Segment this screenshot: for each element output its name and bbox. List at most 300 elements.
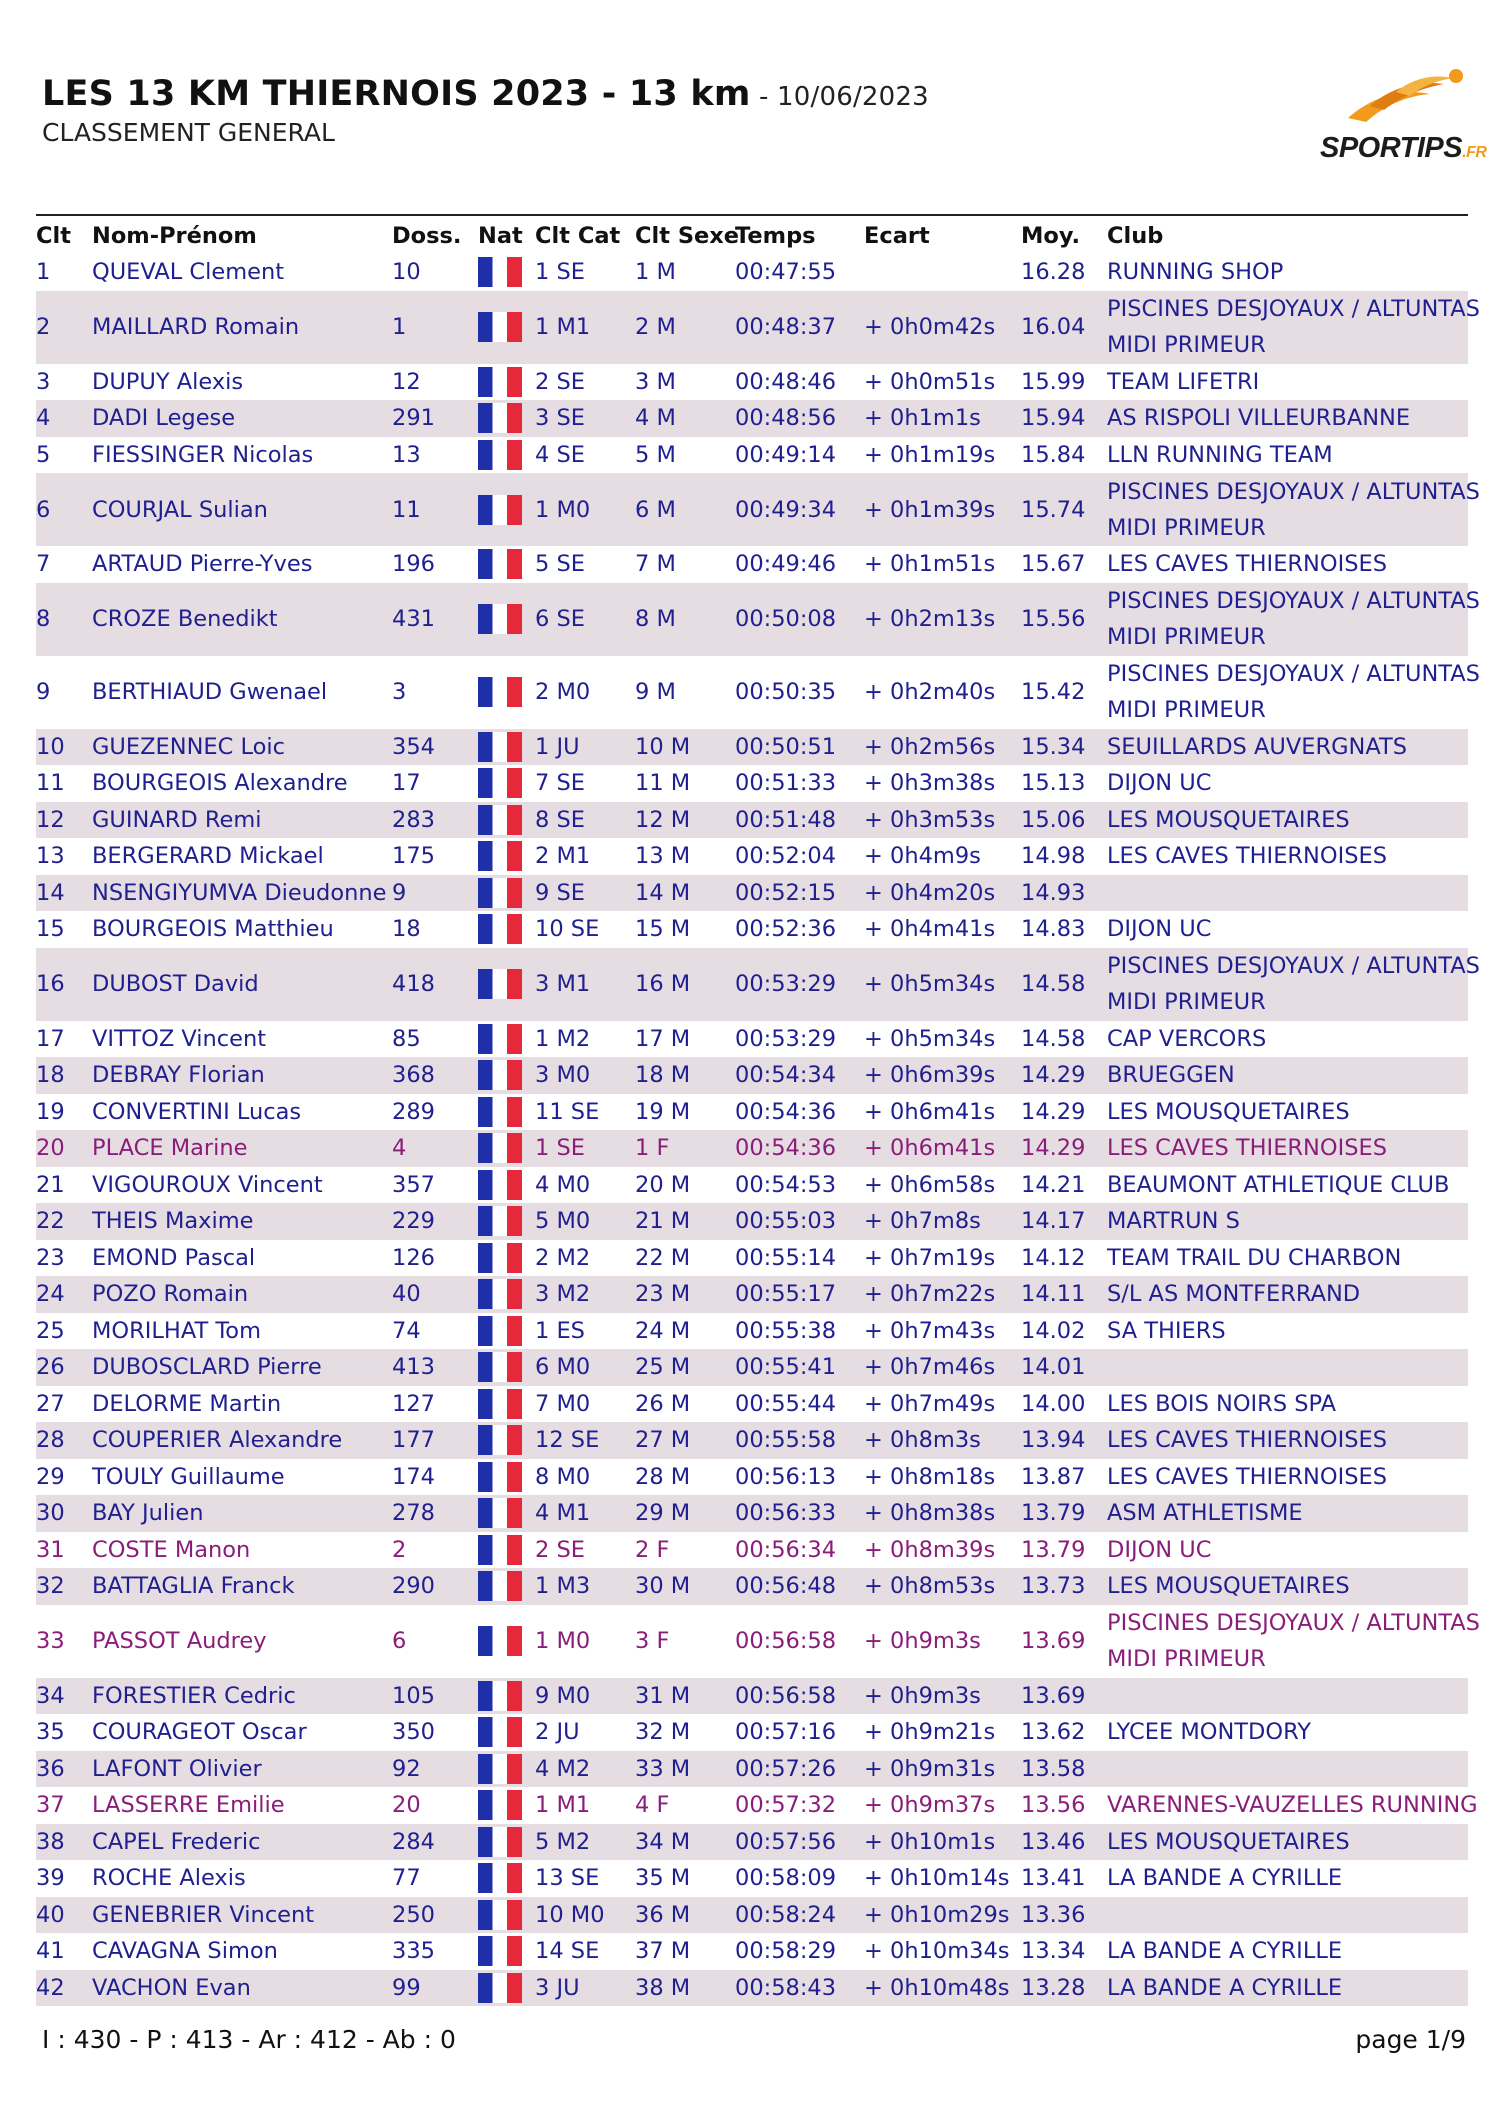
cell-name: POZO Romain [92, 1276, 392, 1313]
col-name: Nom-Prénom [92, 223, 257, 249]
col-temps: Temps [735, 223, 816, 249]
cell-clt-sexe: 32 M [635, 1719, 691, 1746]
cell-temps: 00:55:03 [735, 1203, 864, 1240]
cell-moy: 14.83 [1021, 916, 1086, 943]
header [42, 74, 929, 147]
cell-temps: 00:57:16 [735, 1719, 837, 1746]
cell-moy: 13.94 [1021, 1422, 1107, 1459]
cell-name: CROZE Benedikt [92, 583, 392, 656]
cell-doss: 413 [392, 1349, 478, 1386]
cell-clt-cat: 12 SE [535, 1422, 635, 1459]
cell-moy: 13.41 [1021, 1865, 1086, 1892]
cell-clt: 22 [36, 1203, 92, 1240]
cell-clt-sexe: 9 M [635, 679, 676, 705]
cell-doss: 99 [392, 1970, 478, 2007]
cell-name: CAVAGNA Simon [92, 1938, 278, 1965]
cell-clt: 20 [36, 1130, 92, 1167]
table-row [36, 583, 1468, 656]
table-row [36, 254, 1468, 291]
cell-doss: 12 [392, 368, 421, 395]
col-clt-cat: Clt Cat [535, 223, 621, 249]
france-flag-icon [478, 1681, 522, 1711]
cell-clt-sexe: 11 M [635, 770, 691, 797]
cell-temps: 00:48:56 [735, 400, 864, 437]
cell-temps: 00:49:14 [735, 441, 837, 468]
cell-ecart: + 0h7m22s [864, 1276, 1021, 1313]
cell-clt-cat: 6 SE [535, 583, 635, 656]
cell-moy: 14.93 [1021, 875, 1107, 912]
cell-temps: 00:54:36 [735, 1130, 864, 1167]
cell-name: ARTAUD Pierre-Yves [92, 551, 313, 578]
cell-clt-sexe: 25 M [635, 1349, 735, 1386]
cell-ecart: + 0h10m1s [864, 1824, 1021, 1861]
table-row [36, 1824, 1468, 1861]
cell-club: PISCINES DESJOYAUX / ALTUNTAS MIDI PRIMEUR [1107, 1610, 1480, 1672]
cell-clt-sexe: 4 F [635, 1792, 670, 1819]
cell-clt-cat: 2 SE [535, 1536, 585, 1563]
cell-club: LA BANDE A CYRILLE [1107, 1938, 1343, 1965]
cell-clt-cat: 2 M0 [535, 679, 591, 705]
cell-moy: 15.99 [1021, 368, 1086, 395]
cell-nat [478, 802, 535, 839]
cell-nat [478, 1568, 535, 1605]
cell-doss: 278 [392, 1495, 478, 1532]
cell-club [1107, 1349, 1468, 1386]
cell-clt-sexe: 7 M [635, 551, 676, 578]
cell-clt: 38 [36, 1824, 92, 1861]
table-row [36, 1057, 1468, 1094]
page-number: page 1/9 [1355, 2025, 1466, 2054]
cell-ecart: + 0h8m18s [864, 1463, 996, 1490]
table-row [36, 1203, 1468, 1240]
cell-clt: 4 [36, 400, 92, 437]
france-flag-icon [478, 1717, 522, 1747]
cell-doss: 1 [392, 291, 478, 364]
cell-clt-cat: 11 SE [535, 1098, 600, 1125]
france-flag-icon [478, 604, 522, 634]
cell-moy: 15.84 [1021, 441, 1086, 468]
table-row [36, 1751, 1468, 1788]
table-row [36, 1860, 1468, 1897]
cell-moy: 13.36 [1021, 1897, 1107, 1934]
cell-nat [478, 1970, 535, 2007]
cell-doss: 2 [392, 1536, 407, 1563]
cell-nat [478, 729, 535, 766]
cell-clt-cat: 1 JU [535, 729, 635, 766]
col-club: Club [1107, 223, 1164, 249]
sportips-logo [1318, 66, 1487, 170]
cell-name: TOULY Guillaume [92, 1463, 285, 1490]
cell-club: PISCINES DESJOYAUX / ALTUNTAS MIDI PRIMEUR [1107, 473, 1468, 546]
cell-name: BATTAGLIA Franck [92, 1568, 392, 1605]
france-flag-icon [478, 495, 522, 525]
france-flag-icon [478, 1936, 522, 1966]
cell-doss: 418 [392, 948, 478, 1021]
cell-club: PISCINES DESJOYAUX / ALTUNTAS MIDI PRIMEUR [1107, 291, 1468, 364]
cell-club: DIJON UC [1107, 770, 1212, 797]
cell-clt-sexe: 23 M [635, 1276, 735, 1313]
cell-nat [478, 1276, 535, 1313]
cell-name: NSENGIYUMVA Dieudonne [92, 875, 392, 912]
cell-ecart: + 0h8m39s [864, 1536, 996, 1563]
cell-clt-cat: 3 SE [535, 400, 635, 437]
table-row [36, 400, 1468, 437]
cell-nat [478, 1678, 535, 1715]
cell-nat [478, 1386, 535, 1423]
cell-clt-sexe: 16 M [635, 948, 735, 1021]
cell-clt-cat: 13 SE [535, 1865, 600, 1892]
table-row [36, 1422, 1468, 1459]
cell-ecart: + 0h1m1s [864, 400, 1021, 437]
runner-icon [1318, 66, 1478, 136]
cell-name: DELORME Martin [92, 1390, 282, 1417]
cell-ecart: + 0h10m34s [864, 1938, 1010, 1965]
logo-wordmark: SPORTIPS.FR [1320, 132, 1487, 164]
cell-name: MORILHAT Tom [92, 1317, 261, 1344]
cell-clt: 41 [36, 1938, 65, 1965]
cell-clt: 7 [36, 551, 51, 578]
cell-club: LES BOIS NOIRS SPA [1107, 1390, 1337, 1417]
cell-name: BERGERARD Mickael [92, 843, 324, 870]
cell-clt-sexe: 35 M [635, 1865, 691, 1892]
cell-doss: 196 [392, 551, 435, 578]
table-row [36, 838, 1468, 875]
cell-ecart: + 0h8m38s [864, 1495, 1021, 1532]
cell-ecart: + 0h1m19s [864, 441, 996, 468]
cell-ecart: + 0h8m3s [864, 1422, 1021, 1459]
cell-nat [478, 1897, 535, 1934]
cell-clt-cat: 9 SE [535, 875, 635, 912]
cell-clt-cat: 8 SE [535, 802, 635, 839]
cell-name: VIGOUROUX Vincent [92, 1171, 323, 1198]
cell-clt-sexe: 14 M [635, 875, 735, 912]
cell-temps: 00:52:36 [735, 916, 837, 943]
cell-clt-cat: 3 M1 [535, 948, 635, 1021]
cell-nat [478, 546, 535, 583]
cell-clt: 21 [36, 1171, 65, 1198]
cell-temps: 00:58:24 [735, 1897, 864, 1934]
cell-name: VACHON Evan [92, 1970, 392, 2007]
cell-name: DEBRAY Florian [92, 1057, 392, 1094]
cell-nat [478, 364, 535, 401]
cell-temps: 00:52:15 [735, 875, 864, 912]
cell-clt: 9 [36, 679, 51, 705]
france-flag-icon [478, 1535, 522, 1565]
cell-moy: 15.34 [1021, 729, 1107, 766]
cell-nat [478, 1130, 535, 1167]
cell-clt: 12 [36, 802, 92, 839]
cell-temps: 00:53:29 [735, 1025, 837, 1052]
table-row [36, 1167, 1468, 1204]
france-flag-icon [478, 1097, 522, 1127]
cell-nat [478, 1933, 535, 1970]
participation-stats: I : 430 - P : 413 - Ar : 412 - Ab : 0 [42, 2025, 456, 2054]
cell-moy: 14.29 [1021, 1098, 1086, 1125]
cell-moy: 14.21 [1021, 1171, 1086, 1198]
cell-nat [478, 1422, 535, 1459]
france-flag-icon [478, 1133, 522, 1163]
cell-temps: 00:56:58 [735, 1628, 837, 1654]
france-flag-icon [478, 1352, 522, 1382]
cell-clt: 28 [36, 1422, 92, 1459]
table-row [36, 1130, 1468, 1167]
cell-clt-sexe: 33 M [635, 1751, 735, 1788]
cell-clt-sexe: 17 M [635, 1025, 691, 1052]
cell-temps: 00:57:56 [735, 1824, 864, 1861]
table-row [36, 291, 1468, 364]
france-flag-icon [478, 1316, 522, 1346]
cell-doss: 354 [392, 729, 478, 766]
cell-moy: 14.02 [1021, 1317, 1086, 1344]
cell-club: LA BANDE A CYRILLE [1107, 1865, 1343, 1892]
cell-temps: 00:56:58 [735, 1678, 864, 1715]
cell-doss: 291 [392, 400, 478, 437]
table-row [36, 1459, 1468, 1496]
cell-clt-sexe: 34 M [635, 1824, 735, 1861]
cell-clt-sexe: 31 M [635, 1678, 735, 1715]
cell-moy: 13.58 [1021, 1751, 1107, 1788]
cell-clt: 32 [36, 1568, 92, 1605]
col-ecart: Ecart [864, 223, 930, 249]
cell-clt-sexe: 3 M [635, 368, 676, 395]
cell-name: BERTHIAUD Gwenael [92, 679, 328, 705]
cell-temps: 00:51:48 [735, 802, 864, 839]
cell-clt-sexe: 24 M [635, 1317, 691, 1344]
cell-moy: 13.69 [1021, 1678, 1107, 1715]
cell-doss: 17 [392, 770, 421, 797]
cell-temps: 00:52:04 [735, 843, 837, 870]
cell-clt: 18 [36, 1057, 92, 1094]
cell-name: BOURGEOIS Matthieu [92, 916, 334, 943]
cell-name: FORESTIER Cedric [92, 1678, 392, 1715]
cell-clt-cat: 4 M0 [535, 1171, 591, 1198]
cell-clt-sexe: 19 M [635, 1098, 691, 1125]
cell-ecart: + 0h2m56s [864, 729, 1021, 766]
table-row [36, 1897, 1468, 1934]
cell-doss: 350 [392, 1719, 435, 1746]
cell-club: LLN RUNNING TEAM [1107, 441, 1333, 468]
cell-nat [478, 1349, 535, 1386]
cell-doss: 9 [392, 875, 478, 912]
cell-moy: 13.69 [1021, 1628, 1086, 1654]
cell-name: PASSOT Audrey [92, 1628, 267, 1654]
cell-moy: 14.17 [1021, 1203, 1107, 1240]
cell-clt-sexe: 1 F [635, 1130, 735, 1167]
cell-name: DUPUY Alexis [92, 368, 244, 395]
cell-ecart: + 0h7m8s [864, 1203, 1021, 1240]
cell-moy: 15.67 [1021, 551, 1086, 578]
table-row [36, 364, 1468, 401]
cell-clt-sexe: 30 M [635, 1568, 735, 1605]
cell-club [1107, 1678, 1468, 1715]
cell-clt: 42 [36, 1970, 92, 2007]
page-subtitle: CLASSEMENT GENERAL [42, 118, 335, 147]
cell-name: COUPERIER Alexandre [92, 1422, 392, 1459]
cell-name: FIESSINGER Nicolas [92, 441, 314, 468]
cell-clt-cat: 1 M0 [535, 1628, 591, 1654]
cell-clt: 10 [36, 729, 92, 766]
cell-ecart: + 0h10m29s [864, 1897, 1021, 1934]
cell-nat [478, 437, 535, 474]
race-date: - 10/06/2023 [750, 82, 929, 112]
cell-clt: 40 [36, 1897, 92, 1934]
cell-nat [478, 1787, 535, 1824]
cell-doss: 85 [392, 1025, 421, 1052]
cell-ecart: + 0h1m51s [864, 551, 996, 578]
table-row [36, 1933, 1468, 1970]
cell-clt: 15 [36, 916, 65, 943]
cell-clt-sexe: 38 M [635, 1970, 735, 2007]
cell-ecart: + 0h5m34s [864, 948, 1021, 1021]
france-flag-icon [478, 805, 522, 835]
cell-temps: 00:54:34 [735, 1057, 864, 1094]
cell-temps: 00:56:33 [735, 1495, 864, 1532]
cell-nat [478, 1605, 535, 1678]
table-row [36, 1714, 1468, 1751]
cell-clt-cat: 9 M0 [535, 1678, 635, 1715]
cell-moy: 15.13 [1021, 770, 1086, 797]
cell-doss: 431 [392, 583, 478, 656]
table-header-row [36, 218, 1468, 254]
cell-moy: 13.79 [1021, 1536, 1086, 1563]
cell-name: VITTOZ Vincent [92, 1025, 267, 1052]
table-row [36, 911, 1468, 948]
cell-temps: 00:53:29 [735, 948, 864, 1021]
table-row [36, 729, 1468, 766]
col-clt-sexe: Clt Sexe [635, 223, 740, 249]
france-flag-icon [478, 1498, 522, 1528]
cell-club: LES CAVES THIERNOISES [1107, 1422, 1468, 1459]
cell-club: TEAM TRAIL DU CHARBON [1107, 1244, 1402, 1271]
cell-doss: 290 [392, 1568, 478, 1605]
table-row [36, 875, 1468, 912]
cell-temps: 00:47:55 [735, 259, 837, 286]
cell-ecart: + 0h9m3s [864, 1678, 1021, 1715]
cell-temps: 00:55:44 [735, 1390, 837, 1417]
cell-ecart: + 0h2m13s [864, 583, 1021, 656]
cell-clt-sexe: 3 F [635, 1628, 670, 1654]
cell-club [1107, 1751, 1468, 1788]
cell-clt-sexe: 27 M [635, 1422, 735, 1459]
cell-club: DIJON UC [1107, 1536, 1212, 1563]
cell-club: PISCINES DESJOYAUX / ALTUNTAS MIDI PRIMEUR [1107, 583, 1468, 656]
cell-ecart: + 0h7m49s [864, 1390, 996, 1417]
cell-name: BOURGEOIS Alexandre [92, 770, 348, 797]
table-row [36, 802, 1468, 839]
cell-ecart: + 0h6m39s [864, 1057, 1021, 1094]
table-row [36, 1276, 1468, 1313]
cell-ecart: + 0h9m31s [864, 1751, 1021, 1788]
france-flag-icon [478, 1243, 522, 1273]
cell-ecart: + 0h6m41s [864, 1098, 996, 1125]
cell-name: DUBOST David [92, 948, 392, 1021]
cell-temps: 00:57:32 [735, 1792, 837, 1819]
cell-clt: 3 [36, 368, 51, 395]
cell-doss: 175 [392, 843, 435, 870]
cell-clt: 11 [36, 770, 65, 797]
cell-clt-sexe: 20 M [635, 1171, 691, 1198]
cell-doss: 229 [392, 1203, 478, 1240]
cell-nat [478, 1094, 535, 1131]
table-row [36, 1568, 1468, 1605]
cell-moy: 14.58 [1021, 948, 1107, 1021]
cell-ecart: + 0h7m43s [864, 1317, 996, 1344]
cell-temps: 00:54:53 [735, 1171, 837, 1198]
cell-doss: 177 [392, 1422, 478, 1459]
cell-doss: 127 [392, 1390, 435, 1417]
cell-nat [478, 1714, 535, 1751]
france-flag-icon [478, 1626, 522, 1656]
cell-club: LA BANDE A CYRILLE [1107, 1970, 1468, 2007]
cell-clt-sexe: 2 M [635, 291, 735, 364]
cell-club: PISCINES DESJOYAUX / ALTUNTAS MIDI PRIMEUR [1107, 948, 1468, 1021]
cell-moy: 15.56 [1021, 583, 1107, 656]
cell-club: DIJON UC [1107, 916, 1212, 943]
cell-ecart: + 0h4m9s [864, 843, 981, 870]
cell-ecart: + 0h4m20s [864, 875, 1021, 912]
cell-name: THEIS Maxime [92, 1203, 392, 1240]
cell-nat [478, 1824, 535, 1861]
cell-doss: 11 [392, 473, 478, 546]
cell-ecart: + 0h6m41s [864, 1130, 1021, 1167]
france-flag-icon [478, 914, 522, 944]
cell-clt: 37 [36, 1792, 65, 1819]
cell-temps: 00:48:46 [735, 368, 837, 395]
table-row [36, 1094, 1468, 1131]
cell-ecart: + 0h1m39s [864, 473, 1021, 546]
cell-temps: 00:49:46 [735, 551, 837, 578]
cell-clt: 31 [36, 1536, 65, 1563]
cell-club: LES CAVES THIERNOISES [1107, 1130, 1468, 1167]
cell-temps: 00:58:09 [735, 1865, 837, 1892]
table-row [36, 1386, 1468, 1423]
cell-name: LASSERRE Emilie [92, 1792, 285, 1819]
cell-clt: 19 [36, 1098, 65, 1125]
table-row [36, 1678, 1468, 1715]
cell-club: BRUEGGEN [1107, 1057, 1468, 1094]
cell-doss: 13 [392, 441, 421, 468]
cell-temps: 00:56:48 [735, 1568, 864, 1605]
cell-ecart: + 0h0m42s [864, 291, 1021, 364]
cell-club: LES MOUSQUETAIRES [1107, 1824, 1468, 1861]
france-flag-icon [478, 1790, 522, 1820]
france-flag-icon [478, 1170, 522, 1200]
cell-clt-sexe: 15 M [635, 916, 691, 943]
cell-doss: 10 [392, 259, 421, 286]
france-flag-icon [478, 841, 522, 871]
cell-moy: 14.29 [1021, 1130, 1107, 1167]
cell-nat [478, 765, 535, 802]
cell-name: EMOND Pascal [92, 1244, 256, 1271]
france-flag-icon [478, 677, 522, 707]
cell-name: CAPEL Frederic [92, 1824, 392, 1861]
cell-clt-cat: 14 SE [535, 1938, 600, 1965]
cell-ecart: + 0h0m51s [864, 368, 996, 395]
cell-moy: 13.46 [1021, 1824, 1107, 1861]
cell-clt-cat: 1 M2 [535, 1025, 591, 1052]
cell-moy: 14.11 [1021, 1276, 1107, 1313]
cell-name: COURJAL Sulian [92, 473, 392, 546]
cell-nat [478, 1057, 535, 1094]
cell-name: QUEVAL Clement [92, 259, 285, 286]
cell-doss: 250 [392, 1897, 478, 1934]
cell-clt-sexe: 10 M [635, 729, 735, 766]
cell-name: ROCHE Alexis [92, 1865, 246, 1892]
cell-temps: 00:58:29 [735, 1938, 837, 1965]
cell-moy: 14.29 [1021, 1057, 1107, 1094]
cell-clt-cat: 4 M1 [535, 1495, 635, 1532]
cell-nat [478, 1459, 535, 1496]
